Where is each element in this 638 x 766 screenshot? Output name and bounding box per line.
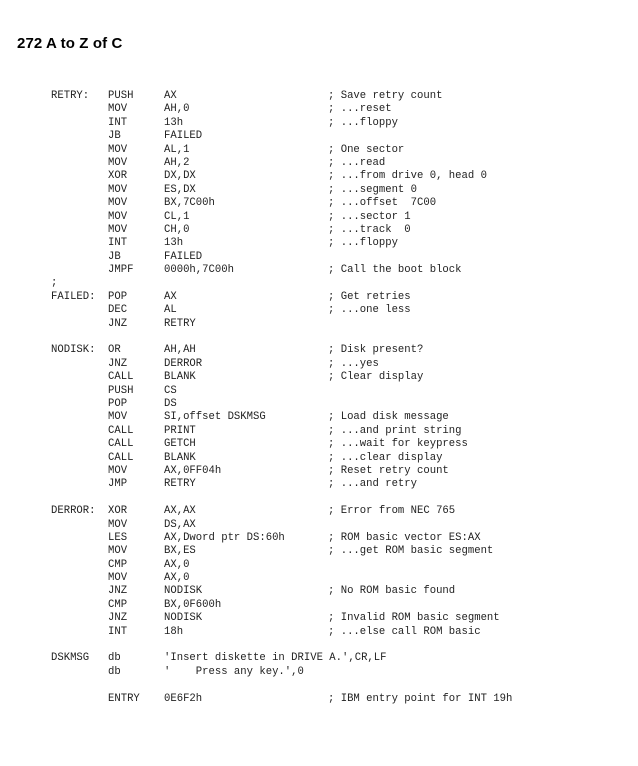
- code-comment: ; Reset retry count: [328, 464, 449, 477]
- code-comment: ; ...track 0: [328, 223, 411, 236]
- code-line: [0, 545, 638, 558]
- code-line: [0, 304, 638, 317]
- code-comment: ; ...one less: [328, 304, 411, 317]
- code-line: [0, 693, 638, 706]
- code-line: [0, 599, 638, 612]
- code-operands: AX,Dword ptr DS:60h: [164, 531, 285, 544]
- code-comment: ; ...and retry: [328, 478, 418, 491]
- code-mnemonic: MOV: [108, 223, 128, 236]
- code-mnemonic: DEC: [108, 304, 128, 317]
- code-operands: NODISK: [164, 585, 203, 598]
- code-label: DSKMSG: [51, 652, 90, 665]
- code-line: [0, 612, 638, 625]
- code-line: [0, 237, 638, 250]
- code-label: DERROR:: [51, 505, 96, 518]
- code-mnemonic: CALL: [108, 371, 134, 384]
- code-line: [0, 492, 638, 505]
- code-mnemonic: JNZ: [108, 317, 128, 330]
- code-operands: BX,0F600h: [164, 598, 222, 611]
- code-operands: AX: [164, 90, 177, 102]
- code-mnemonic: JNZ: [108, 357, 128, 370]
- code-mnemonic: XOR: [108, 170, 128, 183]
- code-operands: PRINT: [164, 424, 196, 437]
- code-comment: ; ...yes: [328, 357, 379, 370]
- code-operands: BX,7C00h: [164, 197, 215, 210]
- code-operands: FAILED: [164, 130, 203, 143]
- code-line: [0, 211, 638, 224]
- code-mnemonic: MOV: [108, 183, 128, 196]
- code-comment: ; ...get ROM basic segment: [328, 545, 494, 558]
- code-comment: ; No ROM basic found: [328, 585, 456, 598]
- code-mnemonic: CALL: [108, 438, 134, 451]
- code-mnemonic: PUSH: [108, 90, 134, 102]
- code-mnemonic: CALL: [108, 424, 134, 437]
- code-line: [0, 157, 638, 170]
- code-mnemonic: JNZ: [108, 585, 128, 598]
- code-operands: AL,1: [164, 143, 190, 156]
- code-line: [0, 130, 638, 143]
- code-line: [0, 344, 638, 357]
- code-comment: ; IBM entry point for INT 19h: [328, 692, 513, 705]
- code-comment: ; Save retry count: [328, 90, 443, 102]
- code-mnemonic: ENTRY: [108, 692, 140, 705]
- code-operands: RETRY: [164, 478, 196, 491]
- code-listing: [0, 90, 638, 706]
- code-line: [0, 277, 638, 290]
- code-operands: DS: [164, 397, 177, 410]
- code-operands: ES,DX: [164, 183, 196, 196]
- code-comment: ; ...else call ROM basic: [328, 625, 481, 638]
- code-line: [0, 559, 638, 572]
- code-label: FAILED:: [51, 290, 96, 303]
- code-line: [0, 170, 638, 183]
- code-line: [0, 224, 638, 237]
- code-mnemonic: INT: [108, 625, 128, 638]
- code-comment: ; ...and print string: [328, 424, 462, 437]
- code-operands: AL: [164, 304, 177, 317]
- code-comment: ; ...read: [328, 156, 386, 169]
- code-mnemonic: LES: [108, 531, 128, 544]
- code-comment: ; ...wait for keypress: [328, 438, 468, 451]
- code-line: [0, 519, 638, 532]
- code-line: [0, 90, 638, 103]
- code-operands: BLANK: [164, 371, 196, 384]
- code-mnemonic: XOR: [108, 505, 128, 518]
- code-mnemonic: JB: [108, 250, 121, 263]
- code-mnemonic: CMP: [108, 558, 128, 571]
- code-operands: AX,0: [164, 572, 190, 585]
- code-operands: GETCH: [164, 438, 196, 451]
- code-operands: CS: [164, 384, 177, 397]
- code-operands: AX: [164, 290, 177, 303]
- code-mnemonic: MOV: [108, 156, 128, 169]
- code-line: [0, 103, 638, 116]
- code-mnemonic: MOV: [108, 197, 128, 210]
- code-operands: AH,0: [164, 103, 190, 116]
- code-line: [0, 398, 638, 411]
- code-line: [0, 585, 638, 598]
- code-line: [0, 184, 638, 197]
- code-line: [0, 251, 638, 264]
- code-operands: AH,2: [164, 156, 190, 169]
- code-line: [0, 532, 638, 545]
- code-operands: 'Insert diskette in DRIVE A.',CR,LF: [164, 652, 387, 665]
- code-comment: ; Error from NEC 765: [328, 505, 456, 518]
- code-line: [0, 264, 638, 277]
- code-line: [0, 318, 638, 331]
- code-operands: FAILED: [164, 250, 203, 263]
- code-comment: ; ...reset: [328, 103, 392, 116]
- code-line: [0, 465, 638, 478]
- code-line: [0, 452, 638, 465]
- code-operands: DS,AX: [164, 518, 196, 531]
- code-comment: ; ...from drive 0, head 0: [328, 170, 487, 183]
- code-mnemonic: MOV: [108, 464, 128, 477]
- code-line: [0, 478, 638, 491]
- code-comment: ; ...offset 7C00: [328, 197, 437, 210]
- code-operands: DERROR: [164, 357, 203, 370]
- code-label: NODISK:: [51, 344, 96, 357]
- code-comment: ; ...segment 0: [328, 183, 418, 196]
- code-operands: SI,offset DSKMSG: [164, 411, 266, 424]
- code-mnemonic: MOV: [108, 411, 128, 424]
- code-comment: ; ...floppy: [328, 237, 398, 250]
- code-mnemonic: MOV: [108, 103, 128, 116]
- code-comment: ; Call the boot block: [328, 264, 462, 277]
- code-line: [0, 331, 638, 344]
- code-line: [0, 425, 638, 438]
- code-line: [0, 679, 638, 692]
- code-mnemonic: CALL: [108, 451, 134, 464]
- code-comment: ; Get retries: [328, 290, 411, 303]
- code-comment: ; ROM basic vector ES:AX: [328, 531, 481, 544]
- code-line: [0, 358, 638, 371]
- code-comment: ; Invalid ROM basic segment: [328, 612, 500, 625]
- code-mnemonic: JMPF: [108, 264, 134, 277]
- code-operands: 13h: [164, 116, 184, 129]
- page-header: 272 A to Z of C: [17, 35, 123, 52]
- code-operands: BX,ES: [164, 545, 196, 558]
- code-line: [0, 117, 638, 130]
- code-mnemonic: MOV: [108, 545, 128, 558]
- code-line: [0, 438, 638, 451]
- code-operands: ' Press any key.',0: [164, 665, 304, 678]
- code-operands: NODISK: [164, 612, 203, 625]
- code-operands: AX,AX: [164, 505, 196, 518]
- code-mnemonic: OR: [108, 344, 121, 357]
- code-mnemonic: JNZ: [108, 612, 128, 625]
- code-label: ;: [51, 277, 58, 290]
- code-line: [0, 652, 638, 665]
- code-line: [0, 626, 638, 639]
- code-line: [0, 385, 638, 398]
- code-mnemonic: db: [108, 652, 121, 665]
- code-operands: BLANK: [164, 451, 196, 464]
- code-line: [0, 411, 638, 424]
- code-mnemonic: JB: [108, 130, 121, 143]
- code-comment: ; ...sector 1: [328, 210, 411, 223]
- code-mnemonic: MOV: [108, 518, 128, 531]
- code-line: [0, 639, 638, 652]
- code-operands: 18h: [164, 625, 184, 638]
- code-operands: DX,DX: [164, 170, 196, 183]
- code-mnemonic: POP: [108, 290, 128, 303]
- code-comment: ; Load disk message: [328, 411, 449, 424]
- code-operands: AX,0: [164, 558, 190, 571]
- code-operands: AX,0FF04h: [164, 464, 222, 477]
- code-label: RETRY:: [51, 90, 90, 102]
- code-mnemonic: PUSH: [108, 384, 134, 397]
- code-comment: ; ...floppy: [328, 116, 398, 129]
- code-line: [0, 572, 638, 585]
- code-operands: 0E6F2h: [164, 692, 203, 705]
- code-mnemonic: db: [108, 665, 121, 678]
- code-line: [0, 291, 638, 304]
- code-operands: AH,AH: [164, 344, 196, 357]
- code-line: [0, 197, 638, 210]
- code-mnemonic: MOV: [108, 572, 128, 585]
- code-line: [0, 505, 638, 518]
- code-comment: ; ...clear display: [328, 451, 443, 464]
- code-line: [0, 666, 638, 679]
- code-comment: ; Disk present?: [328, 344, 424, 357]
- code-mnemonic: INT: [108, 116, 128, 129]
- code-operands: CL,1: [164, 210, 190, 223]
- code-line: [0, 144, 638, 157]
- code-mnemonic: JMP: [108, 478, 128, 491]
- code-line: [0, 371, 638, 384]
- code-comment: ; Clear display: [328, 371, 424, 384]
- code-operands: RETRY: [164, 317, 196, 330]
- code-mnemonic: MOV: [108, 143, 128, 156]
- code-operands: 0000h,7C00h: [164, 264, 234, 277]
- code-mnemonic: POP: [108, 397, 128, 410]
- code-mnemonic: MOV: [108, 210, 128, 223]
- code-operands: 13h: [164, 237, 184, 250]
- code-mnemonic: CMP: [108, 598, 128, 611]
- code-comment: ; One sector: [328, 143, 405, 156]
- code-mnemonic: INT: [108, 237, 128, 250]
- code-operands: CH,0: [164, 223, 190, 236]
